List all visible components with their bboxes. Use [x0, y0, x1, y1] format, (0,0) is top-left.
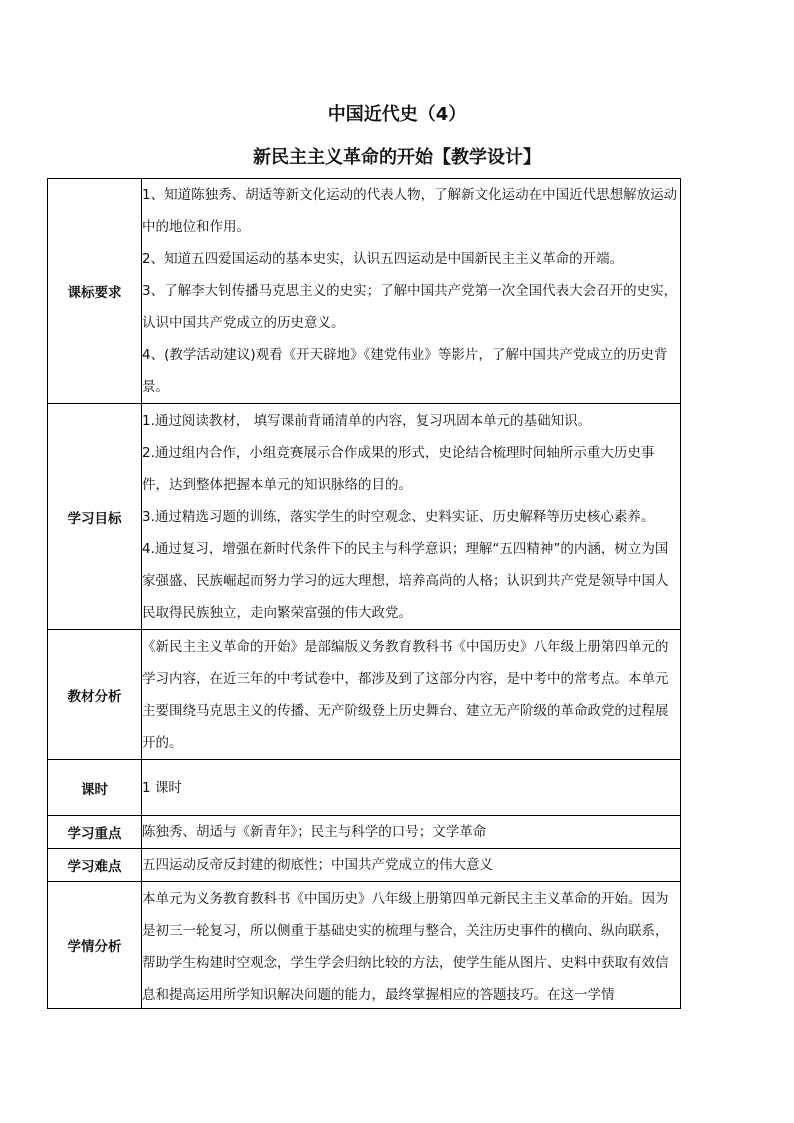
table-row: [48, 882, 681, 1009]
table-row: [48, 630, 681, 760]
list-item: 1.通过阅读教材， 填写课前背诵清单的内容，复习巩固本单元的基础知识。: [142, 412, 592, 429]
row-content-zhongdian: [142, 816, 681, 849]
row-label-keshi: 课时: [48, 760, 142, 816]
list-item: 2.通过组内合作，小组竞赛展示合作成果的形式，史论结合梳理时间轴所示重大历史事件，达到整体把握本单元的知识脉络的目的。: [142, 444, 655, 493]
row-content-jiaocai: [142, 630, 681, 760]
row-label-xueqing: 学情分析: [48, 882, 142, 1009]
paragraph: 《新民主主义革命的开始》是部编版义务教育教科书《中国历史》八年级上册第四单元的学习内容，在近三年的中考试卷中，都涉及到了这部分内容，是中考中的常考点。本单元主要围绕马克思主义的传播、无产阶级登上历史舞台、建立无产阶级的革命政党的过程展开的。: [142, 638, 669, 751]
paragraph: 1 课时: [142, 779, 182, 796]
table-row: [48, 404, 681, 630]
row-content-kebiao: [142, 179, 681, 404]
page-title: 中国近代史（4）: [327, 104, 467, 125]
list-item: 4.通过复习，增强在新时代条件下的民主与科学意识；理解“五四精神”的内涵，树立为国家强盛、民族崛起而努力学习的远大理想，培养高尚的人格；认识到共产党是领导中国人民取得民族独立，走向繁荣富强的伟大政党。: [142, 540, 669, 621]
list-item: 3.通过精选习题的训练，落实学生的时空观念、史料实证、历史解释等历史核心素养。: [142, 508, 655, 525]
row-content-mubiao: [142, 404, 681, 630]
page-subtitle: 新民主主义革命的开始【教学设计】: [253, 147, 541, 168]
list-item: 4、(教学活动建议)观看《开天辟地》《建党伟业》等影片，了解中国共产党成立的历史背景。: [142, 347, 668, 395]
paragraph: 陈独秀、胡适与《新青年》；民主与科学的口号；文学革命: [142, 824, 487, 840]
row-content-xueqing: [142, 882, 681, 1009]
table-row: [48, 179, 681, 404]
list-item: 1、知道陈独秀、胡适等新文化运动的代表人物，了解新文化运动在中国近代思想解放运动中的地位和作用。: [142, 187, 678, 235]
paragraph: 本单元为义务教育教科书《中国历史》八年级上册第四单元新民主主义革命的开始。因为是初三一轮复习，所以侧重于基础史实的梳理与整合，关注历史事件的横向、纵向联系，帮助学生构建时空观念，学生学会归纳比较的方法，使学生能从图片、史料中获取有效信息和提高运用所学知识解决问题的能力，最终掌握相应的答题技巧。在这一学情: [142, 890, 669, 1003]
row-content-keshi: [142, 760, 681, 816]
table-row: [48, 816, 681, 849]
row-label-mubiao: 学习目标: [48, 404, 142, 630]
row-label-kebiao: 课标要求: [48, 179, 142, 404]
row-label-zhongdian: 学习重点: [48, 816, 142, 849]
list-item: 3、了解李大钊传播马克思主义的史实；了解中国共产党第一次全国代表大会召开的史实，认识中国共产党成立的历史意义。: [142, 283, 678, 331]
text-clip: [142, 883, 680, 1008]
list-item: 2、知道五四爱国运动的基本史实，认识五四运动是中国新民主主义革命的开端。: [142, 251, 624, 267]
teaching-design-table: [47, 178, 681, 1009]
table-row: [48, 849, 681, 882]
table-row: [48, 760, 681, 816]
paragraph: 五四运动反帝反封建的彻底性；中国共产党成立的伟大意义: [142, 857, 493, 873]
row-content-nandian: [142, 849, 681, 882]
row-label-nandian: 学习难点: [48, 849, 142, 882]
row-label-jiaocai: 教材分析: [48, 630, 142, 760]
